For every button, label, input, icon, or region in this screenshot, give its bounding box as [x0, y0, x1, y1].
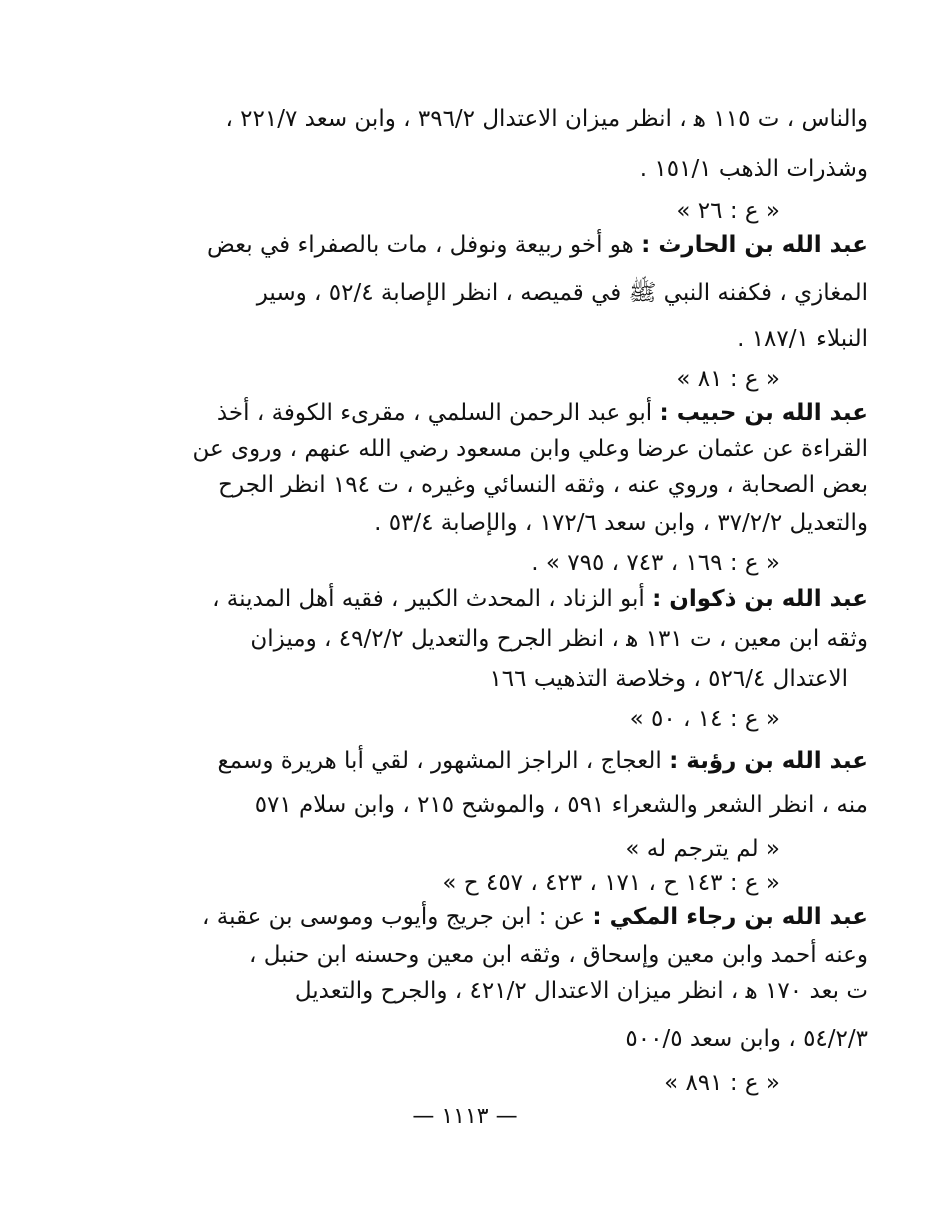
text-line: ت بعد ١٧٠ ﻫ ، انظر ميزان الاعتدال ٤٢١/٢ ، والجرح والتعديل: [294, 978, 868, 1004]
entry-line: [207, 230, 868, 260]
entry-line: [217, 398, 868, 428]
text-line: النبلاء ١٨٧/١ .: [737, 326, 868, 352]
entry-line: [212, 584, 868, 614]
text-line: وعنه أحمد وابن معين وإسحاق ، وثقه ابن معين وحسنه ابن حنبل ،: [249, 942, 868, 968]
entry-name: عبد الله بن ذكوان :: [652, 586, 868, 612]
entry-text: هو أخو ربيعة ونوفل ، مات بالصفراء في بعض: [206, 232, 642, 258]
text-line: الاعتدال ٥٢٦/٤ ، وخلاصة التذهيب ١٦٦: [489, 666, 848, 692]
entry-name: عبد الله بن رؤبة :: [669, 748, 868, 774]
reference-line: « ع : ١٦٩ ، ٧٤٣ ، ٧٩٥ » .: [531, 550, 780, 576]
entry-text: عن : ابن جريج وأيوب وموسى بن عقبة ،: [202, 904, 593, 930]
reference-line: « ع : ٨٩١ »: [664, 1070, 780, 1096]
text-line: وثقه ابن معين ، ت ١٣١ ﻫ ، انظر الجرح والتعديل ٤٩/٢/٢ ، وميزان: [250, 626, 868, 652]
reference-line: « لم يترجم له »: [625, 836, 780, 862]
page-number: — ١١١٣ —: [412, 1104, 518, 1129]
text-line: ٥٤/٢/٣ ، وابن سعد ٥٠٠/٥: [625, 1026, 868, 1052]
entry-text: العجاج ، الراجز المشهور ، لقي أبا هريرة وسمع: [217, 748, 670, 774]
entry-line: [202, 902, 868, 932]
text-line: وشذرات الذهب ١٥١/١ .: [639, 156, 868, 182]
text-line: القراءة عن عثمان عرضا وعلي وابن مسعود رضي الله عنهم ، وروى عن: [192, 436, 868, 462]
text-line: المغازي ، فكفنه النبي ﷺ في قميصه ، انظر الإصابة ٥٢/٤ ، وسير: [256, 280, 868, 306]
entry-text: أبو الزناد ، المحدث الكبير ، فقيه أهل المدينة ،: [212, 586, 653, 612]
text-line: والناس ، ت ١١٥ ﻫ ، انظر ميزان الاعتدال ٣٩٦/٢ ، وابن سعد ٢٢١/٧ ،: [225, 106, 868, 132]
text-line: منه ، انظر الشعر والشعراء ٥٩١ ، والموشح ٢١٥ ، وابن سلام ٥٧١: [254, 792, 868, 818]
entry-name: عبد الله بن حبيب :: [659, 400, 868, 426]
entry-line: [218, 746, 868, 776]
entry-name: عبد الله بن رجاء المكي :: [592, 904, 868, 930]
reference-line: « ع : ٨١ »: [676, 366, 780, 392]
entry-text: أبو عبد الرحمن السلمي ، مقرىء الكوفة ، أخذ: [216, 400, 660, 426]
reference-line: « ع : ٢٦ »: [676, 198, 780, 224]
reference-line: « ع : ١٤ ، ٥٠ »: [629, 706, 780, 732]
reference-line: « ع : ١٤٣ ح ، ١٧١ ، ٤٢٣ ، ٤٥٧ ح »: [442, 870, 780, 896]
text-line: والتعديل ٣٧/٢/٢ ، وابن سعد ١٧٢/٦ ، والإصابة ٥٣/٤ .: [374, 510, 868, 536]
entry-name: عبد الله بن الحارث :: [641, 232, 868, 258]
text-line: بعض الصحابة ، وروي عنه ، وثقه النسائي وغيره ، ت ١٩٤ انظر الجرح: [218, 472, 868, 498]
